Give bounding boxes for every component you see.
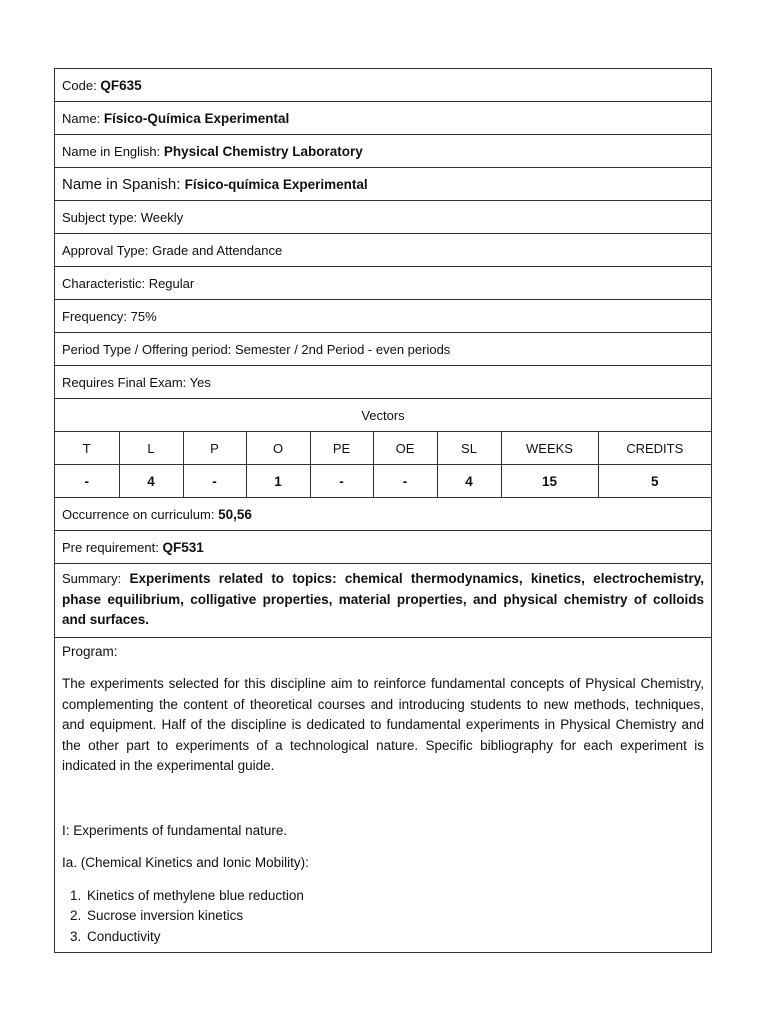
code-label: Code: (62, 77, 97, 93)
subject-type-text: Subject type: Weekly (62, 209, 184, 225)
course-form (54, 68, 712, 953)
program-paragraph: The experiments selected for this discipline aim to reinforce fundamental concepts of Physical Chemistry, complementing the content of theoretical courses and introducing students to new methods, techniques, and equipment. Half of the discipline is dedicated to fundamental experiments in Physical Chemistry and the other part to experiments of a technological nature. Specific bibliography for each experiment is indicated in the experimental guide. (62, 676, 704, 773)
approval-type-row (55, 234, 711, 267)
program-subsection-heading: Ia. (Chemical Kinetics and Ionic Mobility): (62, 855, 309, 870)
frequency-text: Frequency: 75% (62, 308, 157, 324)
name-label: Name: (62, 110, 101, 126)
name-spanish-label: Name in Spanish: (62, 175, 181, 193)
period-text: Period Type / Offering period: Semester / 2nd Period - even periods (62, 341, 451, 357)
frequency-row (55, 300, 711, 333)
vector-value-cell: - (310, 465, 373, 498)
vector-value-cell: 5 (598, 465, 711, 498)
occurrence-label: Occurrence on curriculum: (62, 506, 215, 522)
period-row (55, 333, 711, 366)
program-label: Program: (62, 643, 118, 659)
name-english-row (55, 135, 711, 168)
vector-header-cell: PE (310, 432, 373, 465)
characteristic-text: Characteristic: Regular (62, 275, 195, 291)
prerequirement-label: Pre requirement: (62, 539, 159, 555)
program-section (55, 638, 711, 952)
vector-header-cell: SL (437, 432, 501, 465)
vectors-title: Vectors (361, 407, 405, 423)
vectors-title-row (55, 399, 711, 432)
program-section-heading: I: Experiments of fundamental nature. (62, 822, 288, 838)
name-row (55, 102, 711, 135)
name-value: Físico-Química Experimental (103, 110, 290, 126)
vector-value-cell: - (373, 465, 437, 498)
vector-header-cell: T (55, 432, 119, 465)
occurrence-row (55, 498, 711, 531)
code-row (55, 69, 711, 102)
experiment-list (62, 886, 704, 948)
prerequirement-row (55, 531, 711, 564)
occurrence-value: 50,56 (218, 506, 252, 522)
vectors-value-row (55, 465, 711, 498)
vector-value-cell: 4 (119, 465, 183, 498)
prerequirement-value: QF531 (162, 539, 204, 555)
final-exam-text: Requires Final Exam: Yes (62, 374, 211, 390)
summary-label: Summary: (62, 571, 122, 586)
vector-value-cell: 15 (501, 465, 598, 498)
vector-header-cell: WEEKS (501, 432, 598, 465)
code-value: QF635 (100, 77, 142, 93)
name-spanish-value: Físico-química Experimental (184, 176, 368, 192)
approval-type-text: Approval Type: Grade and Attendance (62, 242, 283, 258)
vector-header-cell: O (246, 432, 310, 465)
name-spanish-row (55, 168, 711, 201)
vector-header-cell: P (183, 432, 246, 465)
vector-value-cell: - (183, 465, 246, 498)
vector-value-cell: - (55, 465, 119, 498)
vector-header-cell: OE (373, 432, 437, 465)
vector-header-cell: L (119, 432, 183, 465)
vectors-table (55, 432, 711, 498)
final-exam-row (55, 366, 711, 399)
list-item: 2. Sucrose inversion kinetics (85, 906, 704, 927)
vector-value-cell: 4 (437, 465, 501, 498)
vector-header-cell: CREDITS (598, 432, 711, 465)
characteristic-row (55, 267, 711, 300)
name-english-label: Name in English: (62, 143, 161, 159)
summary-row (55, 564, 711, 638)
vector-value-cell: 1 (246, 465, 310, 498)
vectors-header-row (55, 432, 711, 465)
list-item: 3. Conductivity (85, 927, 704, 948)
summary-text: Experiments related to topics: chemical thermodynamics, kinetics, electrochemistry, phase equilibrium, colligative properties, material properties, and physical chemistry of colloids and surfaces. (62, 571, 704, 627)
list-item: 1. Kinetics of methylene blue reduction (85, 886, 704, 907)
subject-type-row (55, 201, 711, 234)
name-english-value: Physical Chemistry Laboratory (163, 143, 363, 159)
